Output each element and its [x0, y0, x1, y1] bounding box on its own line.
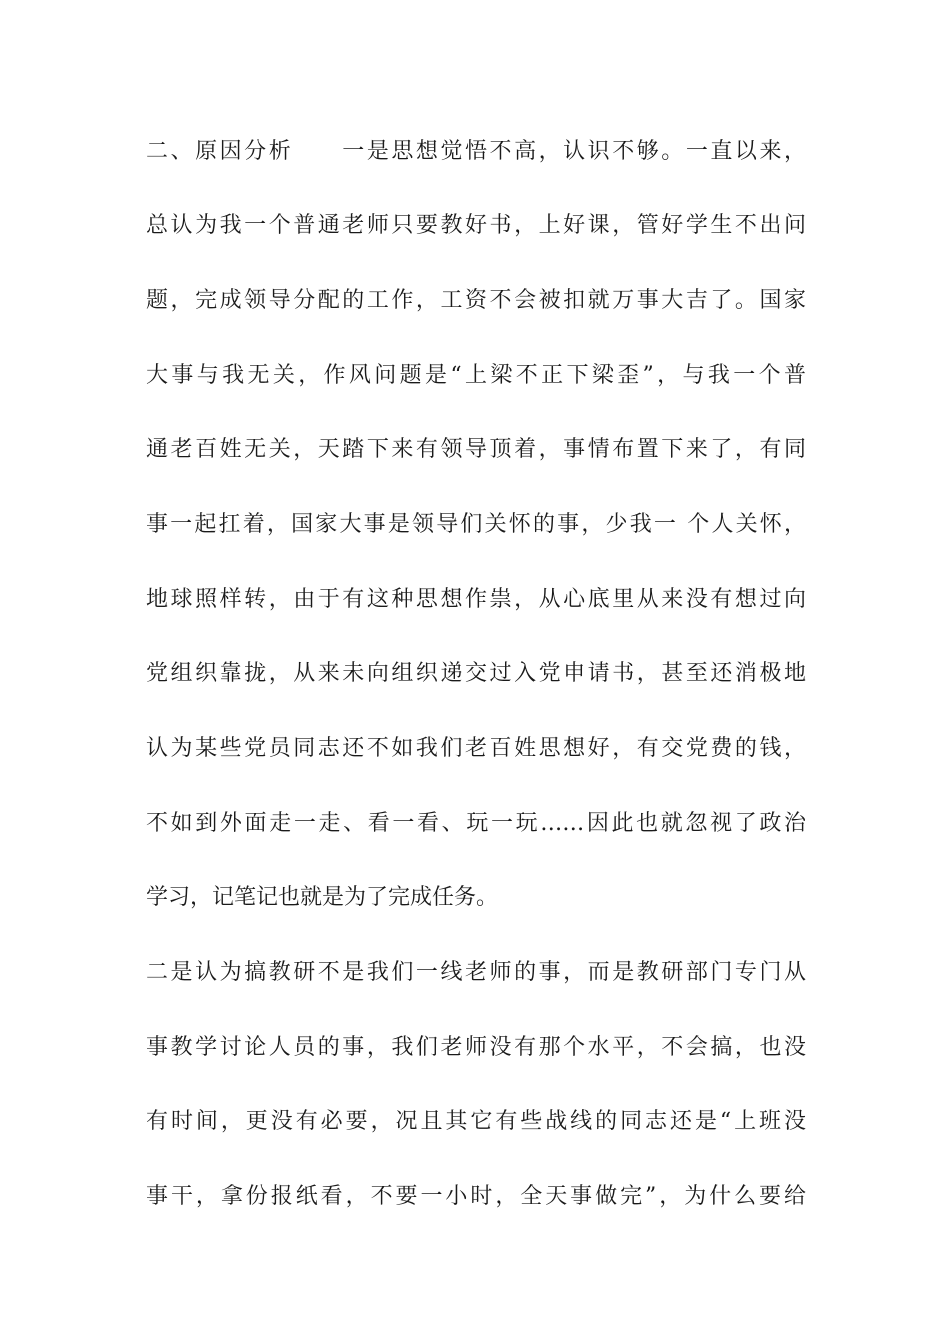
paragraph-line-12: 二是认为搞教研不是我们一线老师的事，而是教研部门专门从 — [146, 960, 806, 985]
paragraph-line-14: 有时间，更没有必要，况且其它有些战线的同志还是“上班没 — [146, 1109, 806, 1134]
paragraph-line-4: 大事与我无关，作风问题是“上梁不正下梁歪”，与我一个普 — [146, 363, 806, 388]
paragraph-line-2: 总认为我一个普通老师只要教好书，上好课，管好学生不出问 — [146, 213, 806, 238]
paragraph-line-13: 事教学讨论人员的事，我们老师没有那个水平，不会搞，也没 — [146, 1035, 806, 1060]
paragraph-line-7: 地球照样转，由于有这种思想作祟，从心底里从来没有想过向 — [146, 587, 806, 612]
paragraph-line-8: 党组织靠拢，从来未向组织递交过入党申请书，甚至还消极地 — [146, 661, 806, 686]
paragraph-line-10: 不如到外面走一走、看一看、玩一玩……因此也就忽视了政治 — [146, 811, 806, 836]
paragraph-line-5: 通老百姓无关，天踏下来有领导顶着，事情布置下来了，有同 — [146, 437, 806, 462]
paragraph-line-9: 认为某些党员同志还不如我们老百姓思想好，有交党费的钱， — [146, 736, 806, 761]
paragraph-line-6: 事一起扛着，国家大事是领导们关怀的事，少我一 个人关怀， — [146, 512, 806, 537]
paragraph-line-3: 题，完成领导分配的工作，工资不会被扣就万事大吉了。国家 — [146, 288, 806, 313]
paragraph-line-1: 二、原因分析 一是思想觉悟不高，认识不够。一直以来， — [146, 139, 806, 164]
paragraph-line-15: 事干，拿份报纸看，不要一小时，全天事做完”，为什么要给 — [146, 1184, 806, 1209]
paragraph-line-11: 学习，记笔记也就是为了完成任务。 — [146, 885, 499, 910]
